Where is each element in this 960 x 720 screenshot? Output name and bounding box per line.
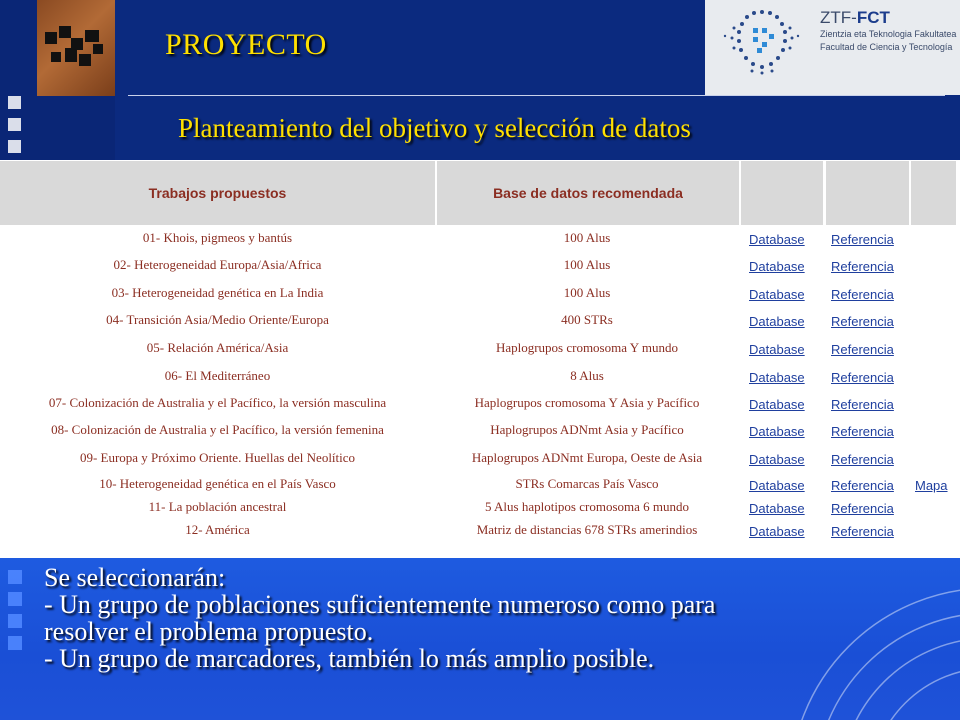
database-link[interactable]: Database bbox=[749, 424, 805, 439]
faculty-emblem-icon bbox=[705, 0, 815, 95]
conclusion-line-3: resolver el problema propuesto. bbox=[44, 617, 374, 646]
reference-link[interactable]: Referencia bbox=[831, 314, 894, 329]
decor-square bbox=[8, 140, 21, 153]
decor-square bbox=[8, 592, 22, 606]
faculty-name-block bbox=[820, 8, 956, 54]
database-cell: Haplogrupos ADNmt Asia y Pacífico bbox=[490, 422, 684, 437]
header-empty-3 bbox=[911, 161, 956, 225]
database-link[interactable]: Database bbox=[749, 287, 805, 302]
table-row bbox=[0, 312, 960, 336]
table-row bbox=[0, 499, 960, 523]
projects-table bbox=[0, 160, 960, 558]
table-row bbox=[0, 230, 960, 254]
faculty-name-basque: Zientzia eta Teknologia Fakultatea bbox=[820, 29, 957, 39]
reference-link[interactable]: Referencia bbox=[831, 452, 894, 467]
database-cell: 5 Alus haplotipos cromosoma 6 mundo bbox=[484, 499, 690, 514]
university-logo bbox=[37, 0, 115, 96]
work-cell: 07- Colonización de Australia y el Pacífico, la versión masculina bbox=[48, 395, 387, 410]
table-row bbox=[0, 450, 960, 474]
conclusion-line-1: Se seleccionarán: bbox=[44, 563, 226, 592]
database-link[interactable]: Database bbox=[749, 524, 805, 539]
database-link[interactable]: Database bbox=[749, 342, 805, 357]
database-link[interactable]: Database bbox=[749, 314, 805, 329]
database-link[interactable]: Database bbox=[749, 452, 805, 467]
table-row bbox=[0, 395, 960, 419]
database-link[interactable]: Database bbox=[749, 232, 805, 247]
title-divider bbox=[128, 95, 945, 96]
table-row bbox=[0, 368, 960, 392]
table-row bbox=[0, 340, 960, 364]
database-cell: 100 Alus bbox=[563, 257, 611, 272]
work-cell: 08- Colonización de Australia y el Pacífico, la versión femenina bbox=[51, 422, 384, 437]
database-link[interactable]: Database bbox=[749, 370, 805, 385]
database-cell: Haplogrupos cromosoma Y Asia y Pacífico bbox=[474, 395, 700, 410]
database-link[interactable]: Database bbox=[749, 259, 805, 274]
database-cell: 400 STRs bbox=[561, 312, 613, 327]
reference-link[interactable]: Referencia bbox=[831, 342, 894, 357]
faculty-acronym: ZTF-FCT bbox=[820, 8, 890, 27]
work-cell: 03- Heterogeneidad genética en La India bbox=[111, 285, 324, 300]
reference-link[interactable]: Referencia bbox=[831, 259, 894, 274]
table-row bbox=[0, 422, 960, 446]
reference-link[interactable]: Referencia bbox=[831, 501, 894, 516]
work-cell: 05- Relación América/Asia bbox=[146, 340, 289, 355]
header-works: Trabajos propuestos bbox=[0, 161, 435, 225]
database-link[interactable]: Database bbox=[749, 501, 805, 516]
reference-link[interactable]: Referencia bbox=[831, 524, 894, 539]
reference-link[interactable]: Referencia bbox=[831, 287, 894, 302]
header-database: Base de datos recomendada bbox=[437, 161, 739, 225]
database-cell: Haplogrupos ADNmt Europa, Oeste de Asia bbox=[471, 450, 703, 465]
map-link[interactable]: Mapa bbox=[915, 478, 948, 493]
table-row bbox=[0, 476, 960, 500]
database-cell: STRs Comarcas País Vasco bbox=[515, 476, 659, 491]
conclusion-panel bbox=[0, 558, 960, 720]
reference-link[interactable]: Referencia bbox=[831, 397, 894, 412]
reference-link[interactable]: Referencia bbox=[831, 232, 894, 247]
work-cell: 12- América bbox=[185, 522, 250, 537]
faculty-name-spanish: Facultad de Ciencia y Tecnología bbox=[820, 42, 953, 52]
decor-square bbox=[8, 96, 21, 109]
database-cell: Matriz de distancias 678 STRs amerindios bbox=[476, 522, 698, 537]
reference-link[interactable]: Referencia bbox=[831, 424, 894, 439]
work-cell: 02- Heterogeneidad Europa/Asia/Africa bbox=[113, 257, 322, 272]
decor-square bbox=[8, 636, 22, 650]
decor-square bbox=[8, 570, 22, 584]
database-link[interactable]: Database bbox=[749, 478, 805, 493]
work-cell: 01- Khois, pigmeos y bantús bbox=[142, 230, 293, 245]
decor-square bbox=[8, 614, 22, 628]
reference-link[interactable]: Referencia bbox=[831, 370, 894, 385]
work-cell: 09- Europa y Próximo Oriente. Huellas del Neolítico bbox=[79, 450, 356, 465]
decor-arcs bbox=[760, 558, 960, 720]
database-cell: Haplogrupos cromosoma Y mundo bbox=[495, 340, 679, 355]
conclusion-line-4: - Un grupo de marcadores, también lo más amplio posible. bbox=[44, 644, 655, 673]
header-empty-2 bbox=[826, 161, 909, 225]
page-subtitle: Planteamiento del objetivo y selección de datos bbox=[178, 113, 691, 143]
conclusion-line-2: - Un grupo de poblaciones suficientemente numeroso como para bbox=[44, 590, 716, 619]
table-row bbox=[0, 285, 960, 309]
work-cell: 04- Transición Asia/Medio Oriente/Europa bbox=[106, 312, 329, 327]
header-empty-1 bbox=[741, 161, 823, 225]
table-row bbox=[0, 522, 960, 546]
database-link[interactable]: Database bbox=[749, 397, 805, 412]
database-cell: 8 Alus bbox=[570, 368, 604, 383]
reference-link[interactable]: Referencia bbox=[831, 478, 894, 493]
database-cell: 100 Alus bbox=[563, 230, 611, 245]
work-cell: 06- El Mediterráneo bbox=[164, 368, 271, 383]
table-row bbox=[0, 257, 960, 281]
work-cell: 10- Heterogeneidad genética en el País Vasco bbox=[99, 476, 336, 491]
decor-square bbox=[8, 118, 21, 131]
page-title: PROYECTO bbox=[165, 28, 327, 61]
work-cell: 11- La población ancestral bbox=[148, 499, 287, 514]
database-cell: 100 Alus bbox=[563, 285, 611, 300]
